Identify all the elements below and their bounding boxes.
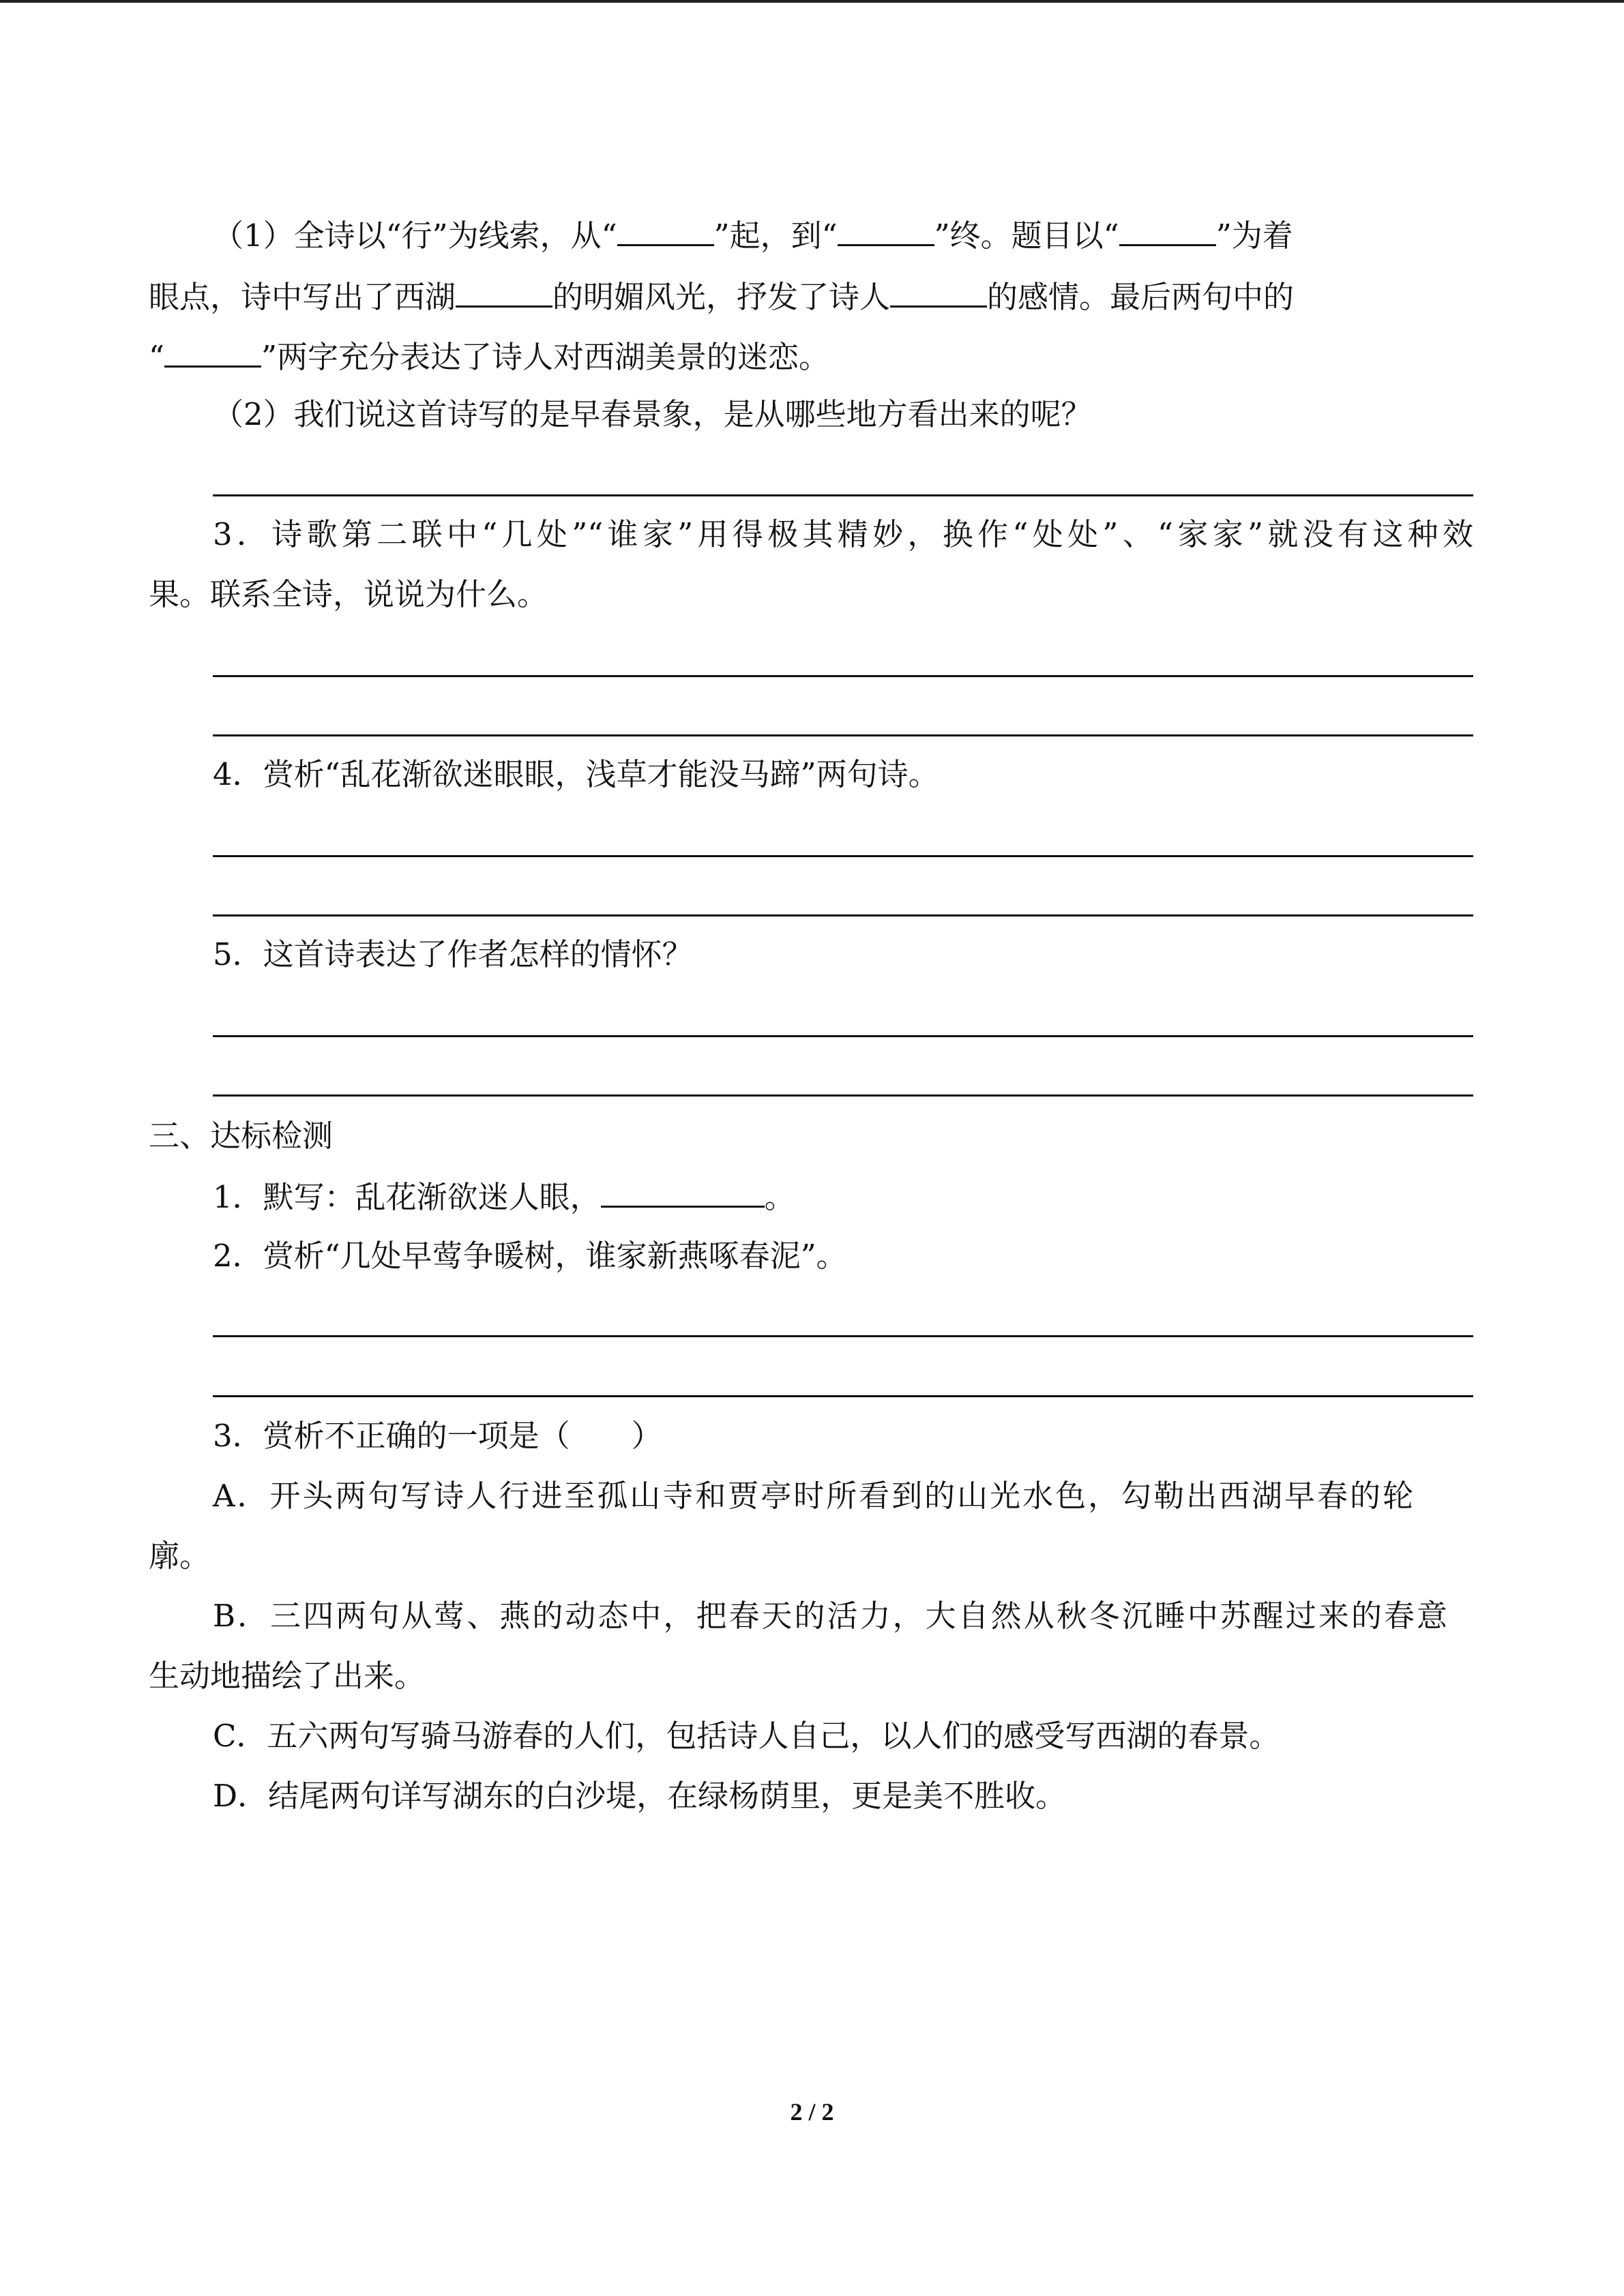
answer-line[interactable]	[213, 1094, 1473, 1097]
answer-line[interactable]	[213, 675, 1473, 677]
option-c: C．五六两句写骑马游春的人们，包括诗人自己，以人们的感受写西湖的春景。	[213, 1718, 1280, 1754]
q3-prompt-line-2: 果。联系全诗，说说为什么。	[149, 576, 548, 612]
answer-blank[interactable]	[617, 214, 714, 246]
item-text: 。	[764, 1179, 795, 1215]
answer-line[interactable]	[213, 494, 1473, 496]
q1-text: ”起，到“	[713, 218, 838, 254]
section-3-title: 三、达标检测	[149, 1118, 334, 1154]
q3-prompt-line-1: 3．诗歌第二联中“几处”“谁家”用得极其精妙，换作“处处”、“家家”就没有这种效	[213, 516, 1473, 552]
option-a-line-1: A．开头两句写诗人行进至孤山寺和贾亭时所看到的山光水色，勾勒出西湖早春的轮	[213, 1478, 1413, 1514]
section-3-item-1	[213, 1176, 795, 1217]
item-text: 1．默写：乱花渐欲迷人眼，	[213, 1179, 601, 1215]
page-number: 2 / 2	[790, 2098, 834, 2126]
q1-text: （1）全诗以“行”为线索，从“	[213, 218, 617, 254]
answer-blank[interactable]	[890, 275, 987, 308]
answer-line[interactable]	[213, 1335, 1473, 1337]
option-a-line-2: 廓。	[149, 1538, 211, 1574]
q1-text: ”终。题目以“	[934, 218, 1119, 254]
page-top-border	[0, 0, 1624, 3]
option-d: D．结尾两句详写湖东的白沙堤，在绿杨荫里，更是美不胜收。	[213, 1778, 1067, 1814]
answer-line[interactable]	[213, 1035, 1473, 1037]
q1-text: ”为着	[1215, 218, 1293, 254]
q1-text: 的感情。最后两句中的	[987, 279, 1295, 315]
answer-line[interactable]	[213, 855, 1473, 857]
answer-line[interactable]	[213, 734, 1473, 736]
answer-blank[interactable]	[1119, 214, 1216, 246]
answer-blank[interactable]	[601, 1176, 765, 1208]
answer-line[interactable]	[213, 914, 1473, 916]
q1-line-1	[213, 214, 1293, 255]
q1-text: 眼点，诗中写出了西湖	[149, 279, 456, 315]
q1-text: 的明媚风光，抒发了诗人	[552, 279, 891, 315]
answer-blank[interactable]	[838, 214, 934, 246]
q1-line-3	[149, 336, 829, 376]
option-b-line-2: 生动地描绘了出来。	[149, 1658, 426, 1694]
answer-line[interactable]	[213, 1395, 1473, 1397]
q1-line-2	[149, 275, 1294, 316]
q1-text: “	[149, 339, 165, 375]
q1-text: ”两字充分表达了诗人对西湖美景的迷恋。	[261, 339, 830, 375]
option-b-line-1: B．三四两句从莺、燕的动态中，把春天的活力，大自然从秋冬沉睡中苏醒过来的春意	[213, 1598, 1447, 1634]
q4-prompt: 4．赏析“乱花渐欲迷眼眼，浅草才能没马蹄”两句诗。	[213, 756, 939, 792]
q5-prompt: 5．这首诗表达了作者怎样的情怀？	[213, 936, 693, 972]
answer-blank[interactable]	[164, 336, 261, 368]
answer-blank[interactable]	[456, 275, 552, 308]
section-3-item-3: 3．赏析不正确的一项是（ ）	[213, 1418, 662, 1454]
q1-2-prompt: （2）我们说这首诗写的是早春景象，是从哪些地方看出来的呢？	[213, 396, 1092, 432]
section-3-item-2: 2．赏析“几处早莺争暖树，谁家新燕啄春泥”。	[213, 1238, 847, 1274]
